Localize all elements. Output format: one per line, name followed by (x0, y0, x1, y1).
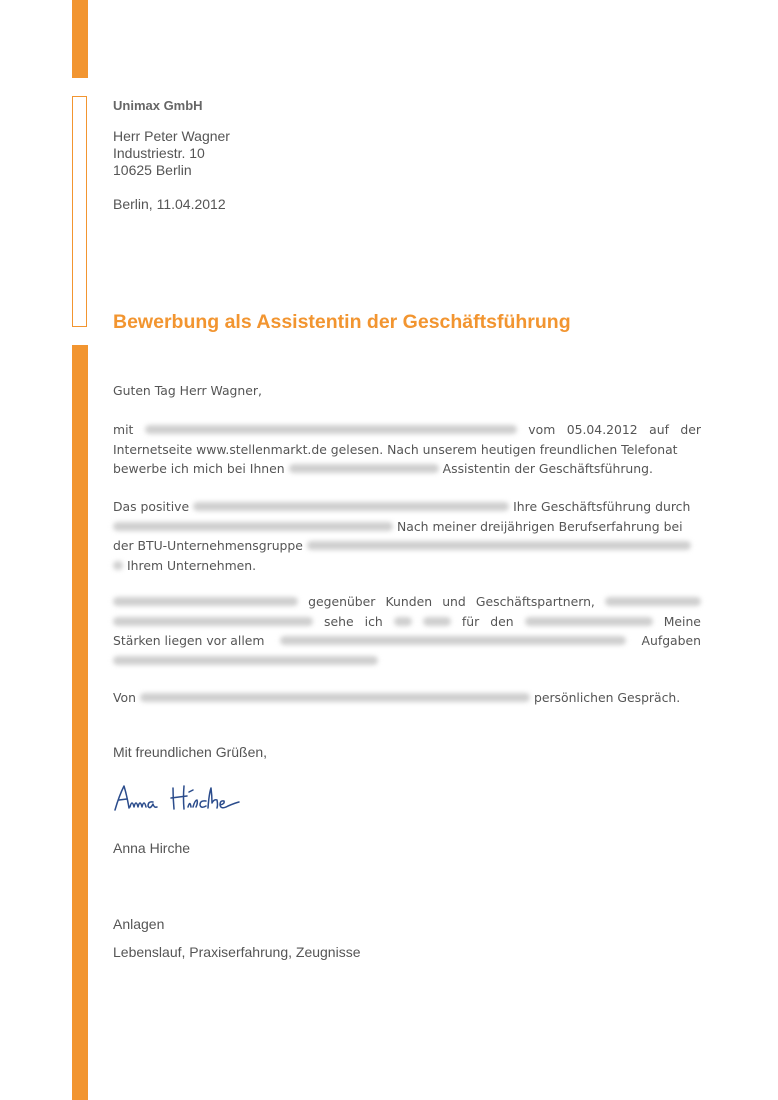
redacted-text (145, 425, 517, 434)
redacted-text (605, 597, 701, 606)
redacted-text (140, 693, 530, 702)
handwritten-signature (113, 780, 248, 815)
redacted-text (394, 617, 412, 626)
paragraph-4 (113, 688, 701, 708)
paragraph-line: bewerbe ich mich bei Ihnen Assistentin der Geschäftsführung. (113, 461, 653, 476)
paragraph-line (113, 651, 701, 671)
accent-bar-bottom (72, 345, 88, 1100)
greeting: Guten Tag Herr Wagner, (113, 383, 262, 398)
redacted-text (113, 561, 123, 570)
paragraph-line: mit vom 05.04.2012 auf der (113, 422, 701, 437)
redacted-text (280, 636, 626, 645)
paragraph-line: Ihrem Unternehmen. (113, 556, 701, 576)
paragraph-line: sehe ich für den Meine (113, 612, 701, 632)
recipient-address (113, 128, 230, 179)
redacted-text (423, 617, 451, 626)
redacted-text (193, 502, 509, 511)
sender-company: Unimax GmbH (113, 98, 203, 113)
paragraph-line: der BTU-Unternehmensgruppe (113, 536, 701, 556)
recipient-street: Industriestr. 10 (113, 145, 205, 161)
signer-name: Anna Hirche (113, 840, 191, 856)
recipient-name: Herr Peter Wagner (113, 128, 230, 144)
redacted-text (113, 617, 313, 626)
letter-date: Berlin, 11.04.2012 (113, 196, 226, 212)
paragraph-line: gegenüber Kunden und Geschäftspartnern, (113, 592, 701, 612)
paragraph-line: Nach meiner dreijährigen Berufserfahrung bei (113, 517, 701, 537)
redacted-text (525, 617, 653, 626)
attachments-list: Lebenslauf, Praxiserfahrung, Zeugnisse (113, 944, 361, 960)
attachments-title: Anlagen (113, 916, 165, 932)
paragraph-1 (113, 420, 701, 479)
redacted-text (113, 522, 393, 531)
accent-bar-top (72, 0, 88, 78)
paragraph-line: Internetseite www.stellenmarkt.de gelesen. Nach unserem heutigen freundlichen Telefonat (113, 441, 678, 457)
redacted-text (113, 597, 298, 606)
paragraph-2 (113, 497, 701, 575)
accent-bar-outline (72, 96, 87, 327)
recipient-city: 10625 Berlin (113, 162, 192, 178)
letter-subject: Bewerbung als Assistentin der Geschäftsführung (113, 311, 571, 333)
redacted-text (289, 464, 439, 473)
paragraph-line: Von persönlichen Gespräch. (113, 690, 681, 705)
closing-salutation: Mit freundlichen Grüßen, (113, 744, 268, 760)
redacted-text (113, 656, 378, 665)
redacted-text (307, 541, 691, 550)
paragraph-3 (113, 592, 701, 670)
paragraph-line: Das positive Ihre Geschäftsführung durch (113, 499, 691, 514)
paragraph-line: Stärken liegen vor allem Aufgaben (113, 633, 701, 648)
